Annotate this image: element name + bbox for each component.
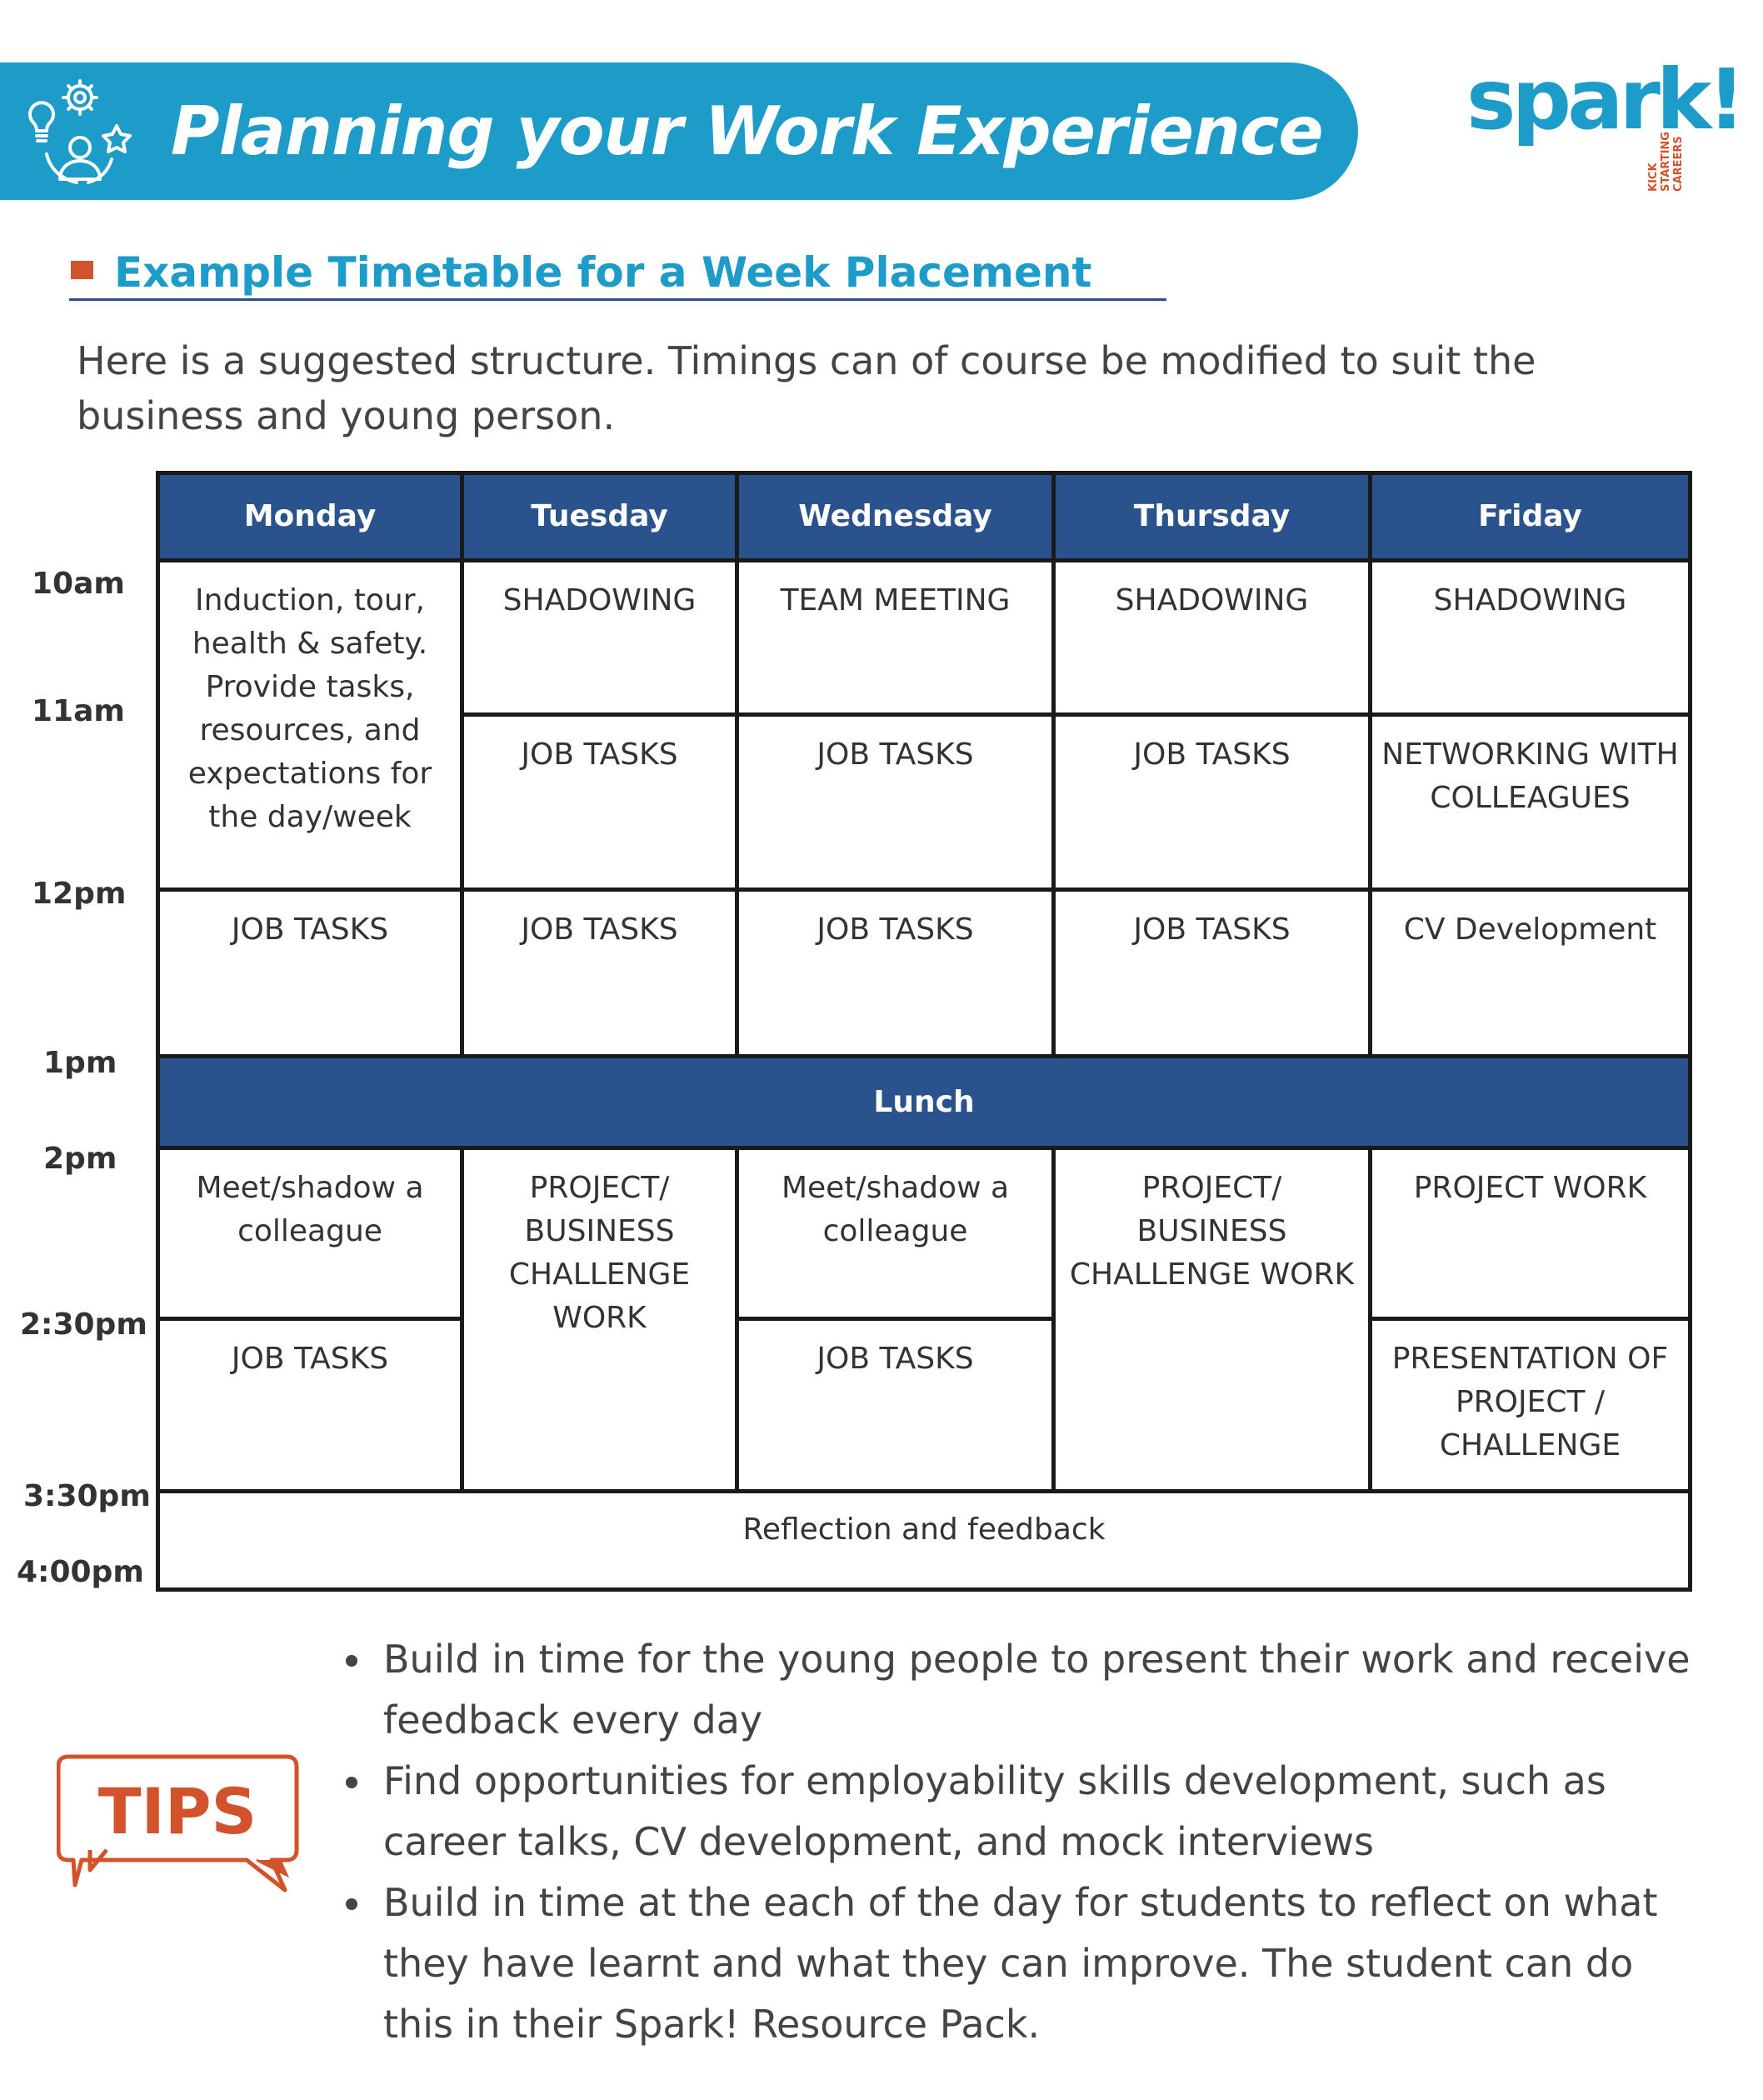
cell-wednesday-afternoon-1: Meet/shadow a colleague — [735, 1146, 1056, 1321]
cell-thursday-11am: JOB TASKS — [1051, 712, 1372, 892]
tips-badge-label: TIPS — [97, 1774, 257, 1848]
logo-tagline-line: KICK — [1647, 162, 1660, 192]
time-label-330pm: 3:30pm — [23, 1479, 151, 1513]
time-label-11am: 11am — [32, 694, 125, 728]
time-label-400pm: 4:00pm — [17, 1555, 144, 1589]
cell-wednesday-11am: JOB TASKS — [735, 712, 1056, 892]
cell-wednesday-afternoon-2: JOB TASKS — [735, 1317, 1056, 1493]
spark-logo — [1466, 51, 1742, 208]
time-label-10am: 10am — [32, 567, 125, 601]
logo-wordmark: spark! — [1466, 51, 1742, 148]
day-header-monday: Monday — [156, 471, 464, 562]
day-header-thursday: Thursday — [1051, 471, 1372, 562]
tip-item: Build in time at the each of the day for students to reflect on what they have learnt and what they can improve. The student can do this in their Spark! Resource Pack. — [342, 1872, 1708, 2055]
time-label-230pm: 2:30pm — [20, 1308, 147, 1342]
tip-item: Build in time for the young people to present their work and receive feedback every day — [342, 1629, 1708, 1751]
section-title: Example Timetable for a Week Placement — [114, 248, 1092, 297]
intro-text: Here is a suggested structure. Timings can of course be modified to suit the business and young person. — [77, 338, 1536, 438]
cell-monday-morning: Induction, tour, health & safety. Provide tasks, resources, and expectations for the day/week — [156, 558, 464, 892]
cell-thursday-10am: SHADOWING — [1051, 558, 1372, 717]
section-marker — [71, 261, 93, 279]
tips-badge — [57, 1750, 307, 1896]
logo-tagline — [1647, 132, 1685, 192]
header-banner — [0, 62, 1358, 200]
tips-list — [342, 1629, 1708, 2055]
day-header-tuesday: Tuesday — [460, 471, 739, 562]
logo-tagline-line: CAREERS — [1672, 136, 1685, 192]
cell-friday-10am: SHADOWING — [1368, 558, 1692, 717]
cell-friday-midday: CV Development — [1368, 888, 1692, 1058]
cell-thursday-midday: JOB TASKS — [1051, 888, 1372, 1058]
tip-item: Find opportunities for employability skills development, such as career talks, CV development, and mock interviews — [342, 1751, 1708, 1872]
cell-tuesday-11am: JOB TASKS — [460, 712, 739, 892]
cell-friday-afternoon-1: PROJECT WORK — [1368, 1146, 1692, 1321]
cell-tuesday-midday: JOB TASKS — [460, 888, 739, 1058]
ideas-people-icon — [15, 71, 140, 196]
cell-wednesday-midday: JOB TASKS — [735, 888, 1056, 1058]
cell-friday-afternoon-2: PRESENTATION OF PROJECT / CHALLENGE — [1368, 1317, 1692, 1493]
section-divider — [69, 298, 1166, 301]
cell-friday-11am: NETWORKING WITH COLLEAGUES — [1368, 712, 1692, 892]
timetable — [156, 471, 1692, 1592]
day-header-wednesday: Wednesday — [735, 471, 1056, 562]
cell-wednesday-10am: TEAM MEETING — [735, 558, 1056, 717]
cell-tuesday-afternoon: PROJECT/ BUSINESS CHALLENGE WORK — [460, 1146, 739, 1493]
day-header-friday: Friday — [1368, 471, 1692, 562]
cell-monday-afternoon-2: JOB TASKS — [156, 1317, 464, 1493]
time-label-2pm: 2pm — [43, 1142, 117, 1176]
page-title: Planning your Work Experience — [171, 92, 1323, 170]
lunch-row: Lunch — [156, 1054, 1692, 1150]
time-label-12pm: 12pm — [32, 877, 127, 911]
cell-monday-afternoon-1: Meet/shadow a colleague — [156, 1146, 464, 1321]
cell-monday-midday: JOB TASKS — [156, 888, 464, 1058]
logo-tagline-line: STARTING — [1660, 132, 1672, 192]
time-label-1pm: 1pm — [43, 1046, 117, 1080]
reflection-row: Reflection and feedback — [156, 1489, 1692, 1592]
cell-tuesday-10am: SHADOWING — [460, 558, 739, 717]
cell-thursday-afternoon: PROJECT/ BUSINESS CHALLENGE WORK — [1051, 1146, 1372, 1493]
